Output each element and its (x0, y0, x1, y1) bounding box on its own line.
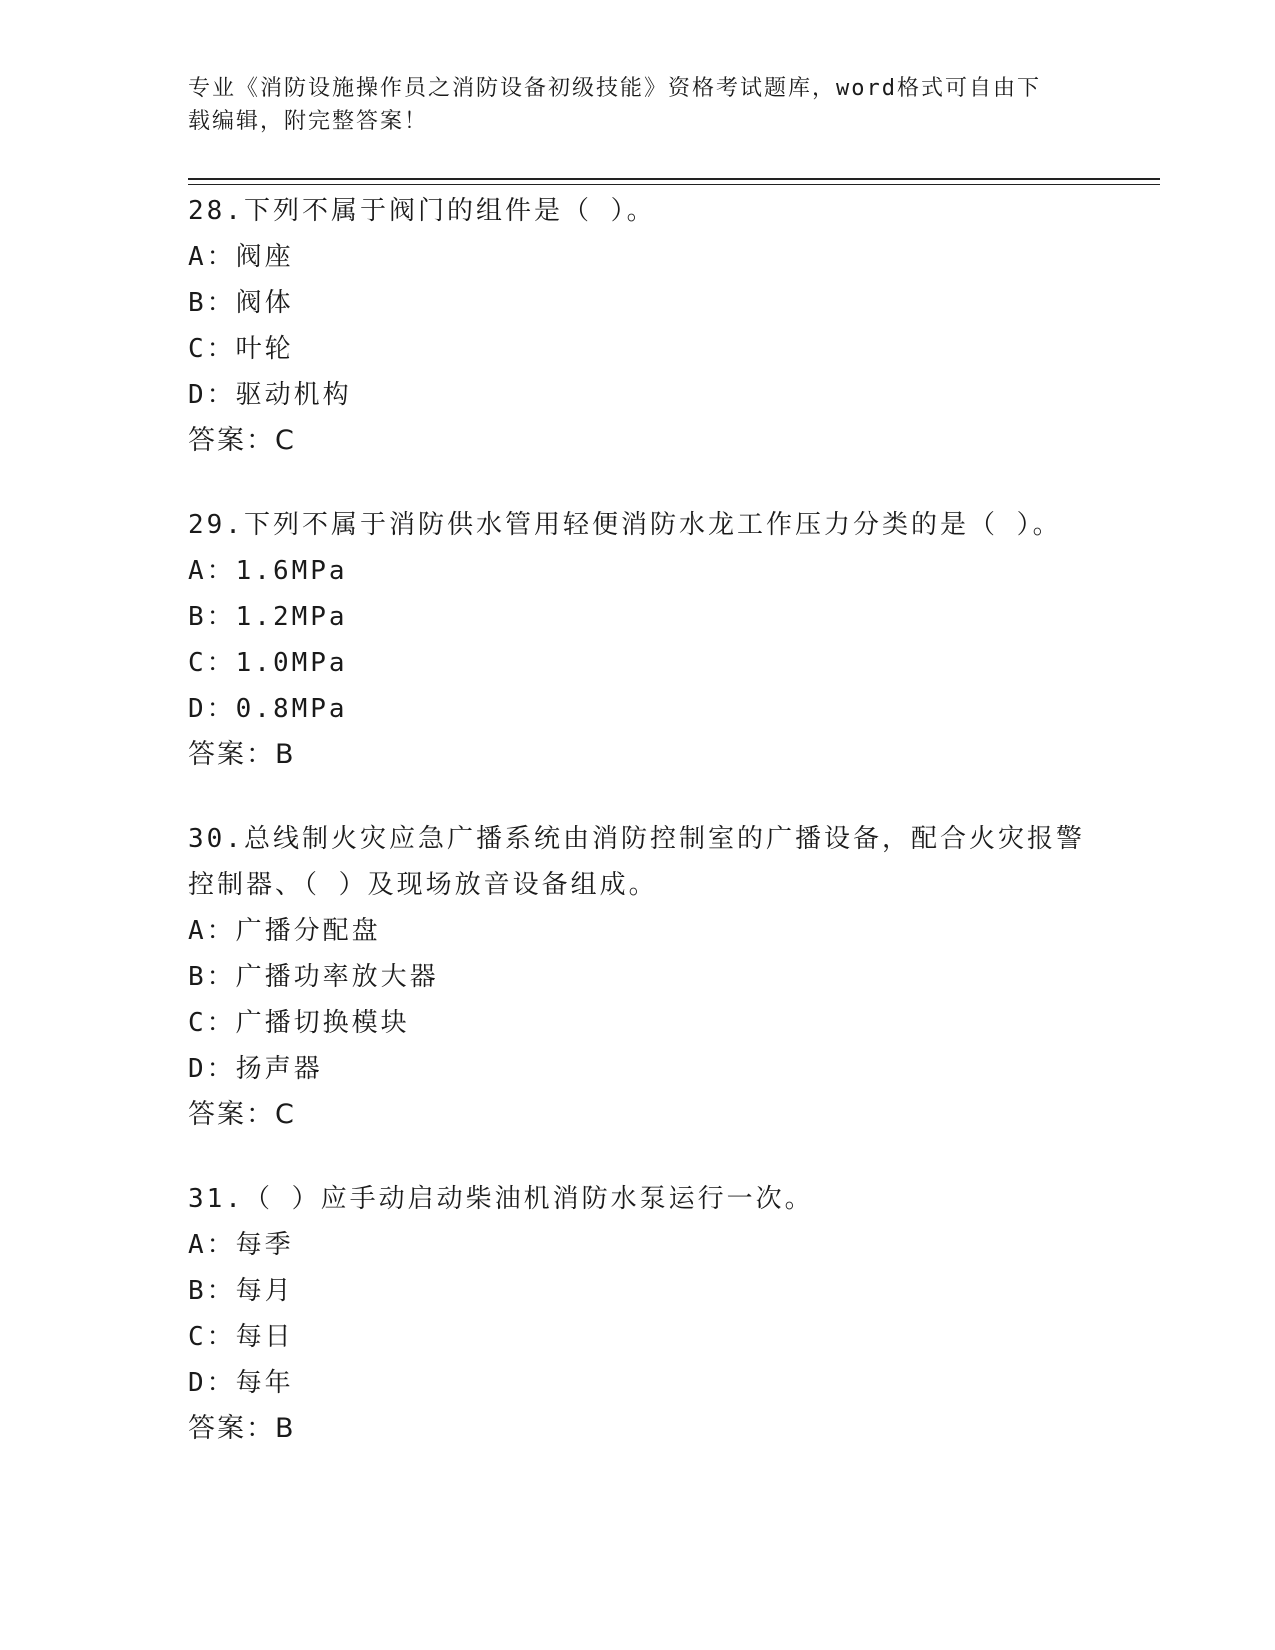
header-line-1: 专业《消防设施操作员之消防设备初级技能》资格考试题库，word格式可自由下 (188, 76, 1041, 101)
question-stem: 29.下列不属于消防供水管用轻便消防水龙工作压力分类的是（ ）。 (188, 510, 1062, 540)
option-c: C：1.0MPa (188, 648, 348, 678)
question-item (188, 1176, 1160, 1452)
question-stem: 31.（ ）应手动启动柴油机消防水泵运行一次。 (188, 1184, 814, 1214)
option-b: B：1.2MPa (188, 602, 348, 632)
question-stem-line-2: 控制器、（ ）及现场放音设备组成。 (188, 870, 658, 900)
question-stem: 28.下列不属于阀门的组件是（ ）。 (188, 196, 656, 226)
question-item (188, 502, 1160, 778)
option-a: A：阀座 (188, 242, 294, 272)
answer-line: 答案：B (188, 739, 296, 770)
question-stem-line-1: 30.总线制火灾应急广播系统由消防控制室的广播设备，配合火灾报警 (188, 824, 1085, 854)
option-a: A：每季 (188, 1230, 294, 1260)
answer-line: 答案：C (188, 1099, 296, 1130)
option-d: D：每年 (188, 1368, 294, 1398)
option-d: D：0.8MPa (188, 694, 348, 724)
question-item (188, 188, 1160, 464)
header-divider-thin (188, 184, 1160, 185)
header-divider-thick (188, 178, 1160, 180)
option-d: D：驱动机构 (188, 380, 352, 410)
option-c: C：每日 (188, 1322, 294, 1352)
option-a: A：广播分配盘 (188, 916, 381, 946)
question-item (188, 816, 1160, 1138)
option-b: B：广播功率放大器 (188, 962, 439, 992)
answer-line: 答案：C (188, 425, 296, 456)
answer-line: 答案：B (188, 1413, 296, 1444)
option-b: B：每月 (188, 1276, 294, 1306)
option-a: A：1.6MPa (188, 556, 348, 586)
option-b: B：阀体 (188, 288, 294, 318)
document-header (188, 72, 1088, 138)
question-list (188, 188, 1160, 1490)
header-line-2: 载编辑，附完整答案！ (188, 109, 429, 134)
option-c: C：叶轮 (188, 334, 294, 364)
option-c: C：广播切换模块 (188, 1008, 410, 1038)
option-d: D：扬声器 (188, 1054, 323, 1084)
